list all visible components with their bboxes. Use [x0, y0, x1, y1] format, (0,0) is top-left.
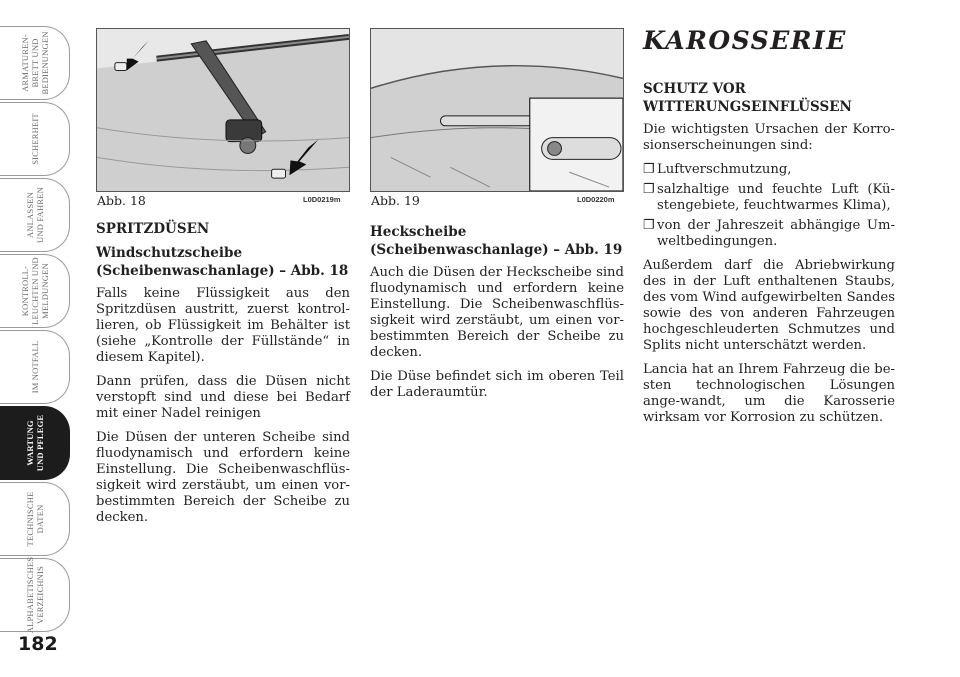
list-item: [643, 162, 895, 178]
tab-label: KONTROLL- LEUCHTEN UND MELDUNGEN: [19, 257, 50, 325]
page-title: KAROSSERIE: [643, 26, 847, 55]
paragraph: Die Düse befindet sich im oberen Teil der Laderaumtür.: [370, 369, 624, 400]
list-item-text: von der Jahreszeit abhängige Um-weltbedingungen.: [657, 218, 895, 249]
figure-caption: Abb. 18: [97, 193, 146, 208]
paragraph: Falls keine Flüssigkeit aus den Spritzdüsen austritt, zuerst kontrol-lieren, ob Flüssigkeit im Behälter ist (siehe „Kontrolle der Füllstände“ in diesem Kapitel).: [96, 286, 350, 365]
figure-code: L0D0219m: [303, 195, 341, 204]
column-spritzduesen: [96, 221, 350, 534]
checkbox-icon: ❐: [643, 162, 655, 177]
figure-windshield-nozzles: [96, 28, 350, 192]
list-item-text: salzhaltige und feuchte Luft (Kü-stengebiete, feuchtwarmes Klima),: [657, 182, 895, 213]
paragraph: Die wichtigsten Ursachen der Korro-sionserscheinungen sind:: [643, 122, 895, 153]
subsection-heading: Windschutzscheibe (Scheibenwaschanlage) – Abb. 18: [96, 245, 349, 279]
tab-verzeichnis[interactable]: [0, 558, 70, 632]
rear-nozzle-illustration: [371, 29, 623, 191]
tab-label: ALPHABETISCHES VERZEICHNIS: [24, 556, 45, 634]
checkbox-icon: ❐: [643, 218, 655, 233]
wiper-nozzle-illustration: [97, 29, 349, 191]
paragraph: Lancia hat an Ihrem Fahrzeug die be-sten technologischen Lösungen ange-wandt, um die Karosserie wirksam vor Korrosion zu schützen.: [643, 362, 895, 425]
paragraph: Auch die Düsen der Heckscheibe sind fluodynamisch und erfordern keine Einstellung. Die Scheibenwaschflüs-sigkeit wird zerstäubt, um einen vor-bestimmten Bereich der Scheibe zu decken.: [370, 265, 624, 360]
tab-kontrollleuchten[interactable]: [0, 254, 70, 328]
tab-anlassen[interactable]: [0, 178, 70, 252]
tab-technische-daten[interactable]: [0, 482, 70, 556]
figure-caption: Abb. 19: [371, 193, 420, 208]
tab-label: ANLASSEN UND FAHREN: [24, 187, 45, 243]
figure-rear-nozzle: [370, 28, 624, 192]
page-number: 182: [18, 633, 58, 655]
figure-code: L0D0220m: [577, 195, 615, 204]
paragraph: Dann prüfen, dass die Düsen nicht verstopft sind und diese bei Bedarf mit einer Nadel reinigen: [96, 374, 350, 421]
list-item: [643, 182, 895, 214]
list-item: [643, 218, 895, 250]
tab-label: IM NOTFALL: [29, 340, 40, 394]
tab-armaturenbrett[interactable]: [0, 26, 70, 100]
subsection-heading: SCHUTZ VOR WITTERUNGSEINFLÜSSEN: [643, 81, 852, 115]
tab-wartung[interactable]: [0, 406, 70, 480]
list-item-text: Luftverschmutzung,: [657, 162, 792, 177]
subsection-heading: Heckscheibe (Scheibenwaschanlage) – Abb. 19: [370, 224, 623, 258]
column-karosserie: [643, 80, 895, 434]
paragraph: Die Düsen der unteren Scheibe sind fluodynamisch und erfordern keine Einstellung. Die Scheibenwaschflüs-sigkeit wird zerstäubt, um einen vor-bestimmten Bereich der Scheibe zu decken.: [96, 430, 350, 525]
tab-label: ARMATUREN- BRETT UND BEDIENUNGEN: [19, 31, 50, 95]
tab-label: SICHERHEIT: [29, 113, 40, 165]
tab-label: TECHNISCHE DATEN: [24, 491, 45, 547]
checkbox-icon: ❐: [643, 182, 655, 197]
section-heading: SPRITZDÜSEN: [96, 221, 210, 237]
tab-sicherheit[interactable]: [0, 102, 70, 176]
paragraph: Außerdem darf die Abriebwirkung des in der Luft enthaltenen Staubs, des vom Wind aufgewirbelten Sandes sowie des von anderen Fahrzeugen hochgeschleuderten Schmutzes und Splits nicht unterschätzt werden.: [643, 258, 895, 353]
tab-label: WARTUNG UND PFLEGE: [24, 414, 45, 472]
column-heckscheibe: [370, 223, 624, 409]
tab-im-notfall[interactable]: [0, 330, 70, 404]
